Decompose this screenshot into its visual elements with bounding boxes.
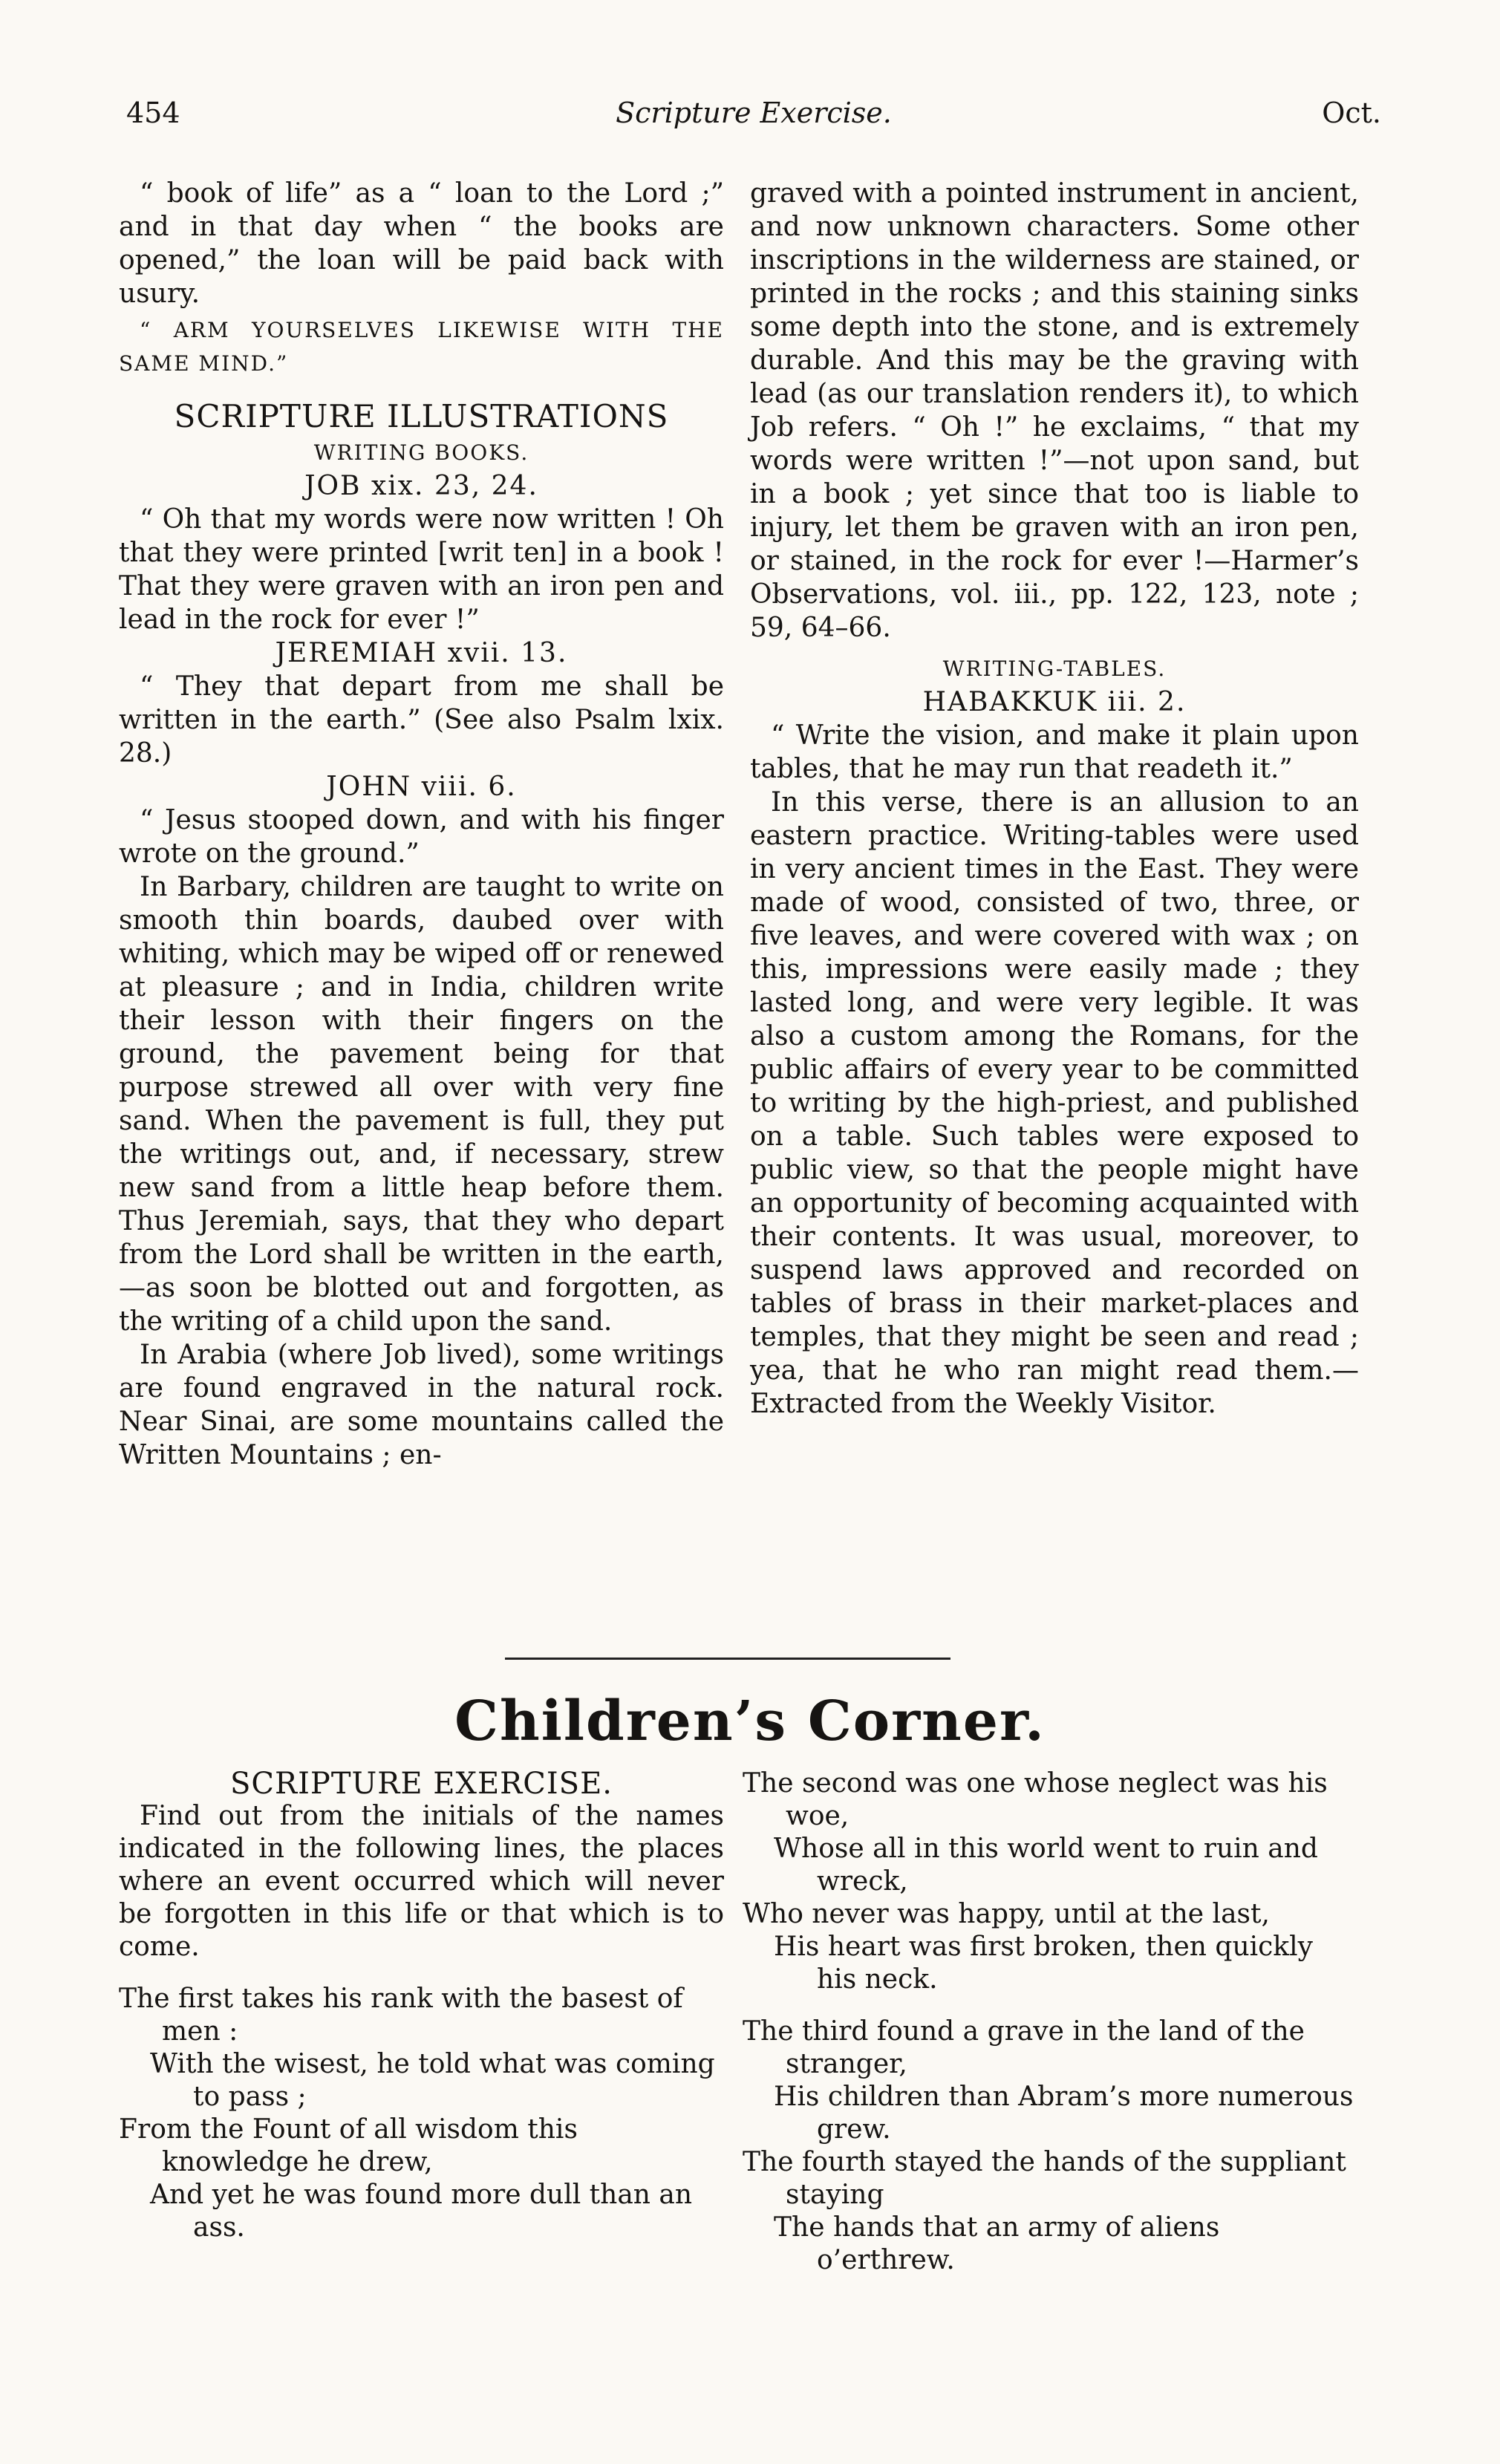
verse-line: The third found a grave in the land of the stranger, bbox=[743, 2016, 1305, 2079]
verse-line: The fourth stayed the hands of the suppliant staying bbox=[743, 2147, 1346, 2210]
left-column-top bbox=[119, 177, 724, 1472]
scripture-reference: JOB xix. 23, 24. bbox=[304, 471, 538, 501]
verse-line: From the Fount of all wisdom this knowledge he drew, bbox=[119, 2114, 578, 2177]
verse-line: The hands that an army of aliens o’erthrew. bbox=[774, 2212, 1220, 2275]
verse-line: With the wisest, he told what was coming to pass ; bbox=[150, 2049, 715, 2112]
scripture-quote: “ They that depart from me shall be written in the earth.” (See also Psalm lxix. 28.) bbox=[119, 671, 724, 769]
verse-line: The second was one whose neglect was his woe, bbox=[743, 1768, 1328, 1831]
scripture-quote: “ Oh that my words were now written ! Oh that they were printed [writ ten] in a book ! That they were graven with an iron pen and lead in the rock for ever !” bbox=[119, 504, 724, 635]
running-head bbox=[126, 97, 1381, 149]
scripture-quote: “ Jesus stooped down, and with his finger wrote on the ground.” bbox=[119, 805, 724, 869]
subheading-writing-tables: WRITING-TABLES. bbox=[942, 656, 1167, 681]
verse-line: Whose all in this world went to ruin and wreck, bbox=[774, 1834, 1318, 1897]
section-divider bbox=[505, 1658, 950, 1660]
running-title: Scripture Exercise. bbox=[616, 97, 892, 129]
page-number: 454 bbox=[126, 97, 180, 129]
scripture-reference: JOHN viii. 6. bbox=[326, 772, 517, 802]
paragraph: “ book of life” as a “ loan to the Lord ;” and in that day when “ the books are opened,” the loan will be paid back with usury. bbox=[119, 178, 724, 309]
right-column-top bbox=[750, 177, 1359, 1421]
scripture-quote: “ Write the vision, and make it plain upon tables, that he may run that readeth it.” bbox=[750, 720, 1359, 784]
paragraph: In Barbary, children are taught to write on smooth thin boards, daubed over with whiting, which may be wiped off or renewed at pleasure ; and in India, children write their lesson with their fingers on the ground, the pavement being for that purpose strewed all over with very fine sand. When the pavement is full, they put the writings out, and, if necessary, strew new sand from a little heap before them. Thus Jeremiah, says, that they who depart from the Lord shall be written in the earth,—as soon be blotted out and forgotten, as the writing of a child upon the sand. bbox=[119, 872, 724, 1337]
issue-month: Oct. bbox=[1322, 97, 1381, 129]
right-column-bottom bbox=[743, 1767, 1359, 2277]
verse-line: His children than Abram’s more numerous grew. bbox=[774, 2082, 1354, 2145]
subheading-writing-books: WRITING BOOKS. bbox=[313, 440, 529, 465]
motto: “ ARM YOURSELVES LIKEWISE WITH THE SAME MIND.” bbox=[119, 318, 724, 376]
left-column-bottom bbox=[119, 1767, 724, 2244]
childrens-corner-title: Children’s Corner. bbox=[454, 1689, 1046, 1753]
paragraph: In Arabia (where Job lived), some writings are found engraved in the natural rock. Near Sinai, are some mountains called the Written Mountains ; en- bbox=[119, 1340, 724, 1470]
verse-line: Who never was happy, until at the last, bbox=[743, 1899, 1270, 1929]
paragraph: graved with a pointed instrument in ancient, and now unknown characters. Some other inscriptions in the wilderness are stained, or printed in the rocks ; and this staining sinks some depth into the stone, and is extremely durable. And this may be the graving with lead (as our translation renders it), to which Job refers. “ Oh !” he exclaims, “ that my words were written !”—not upon sand, but in a book ; yet since that too is liable to injury, let them be graven with an iron pen, or stained, in the rock for ever !—Harmer’s Observations, vol. iii., pp. 122, 123, note ; 59, 64–66. bbox=[750, 178, 1359, 643]
scripture-reference: JEREMIAH xvii. 13. bbox=[275, 638, 568, 668]
verse-line: And yet he was found more dull than an ass. bbox=[150, 2180, 693, 2243]
scripture-reference: HABAKKUK iii. 2. bbox=[922, 687, 1187, 717]
verse-line: His heart was first broken, then quickly his neck. bbox=[774, 1932, 1313, 1995]
exercise-heading: SCRIPTURE EXERCISE. bbox=[230, 1767, 613, 1801]
exercise-intro: Find out from the initials of the names indicated in the following lines, the places where an event occurred which will never be forgotten in this life or that which is to come. bbox=[119, 1801, 724, 1962]
verse-line: The first takes his rank with the basest of men : bbox=[119, 1984, 683, 2047]
paragraph: In this verse, there is an allusion to an eastern practice. Writing-tables were used in very ancient times in the East. They were made of wood, consisted of two, three, or five leaves, and were covered with wax ; on this, impressions were easily made ; they lasted long, and were very legible. It was also a custom among the Romans, for the public affairs of every year to be committed to writing by the high-priest, and published on a table. Such tables were exposed to public view, so that the people might have an opportunity of becoming acquainted with their contents. It was usual, moreover, to suspend laws approved and recorded on tables of brass in their market-places and temples, that they might be seen and read ; yea, that he who ran might read them.—Extracted from the Weekly Visitor. bbox=[750, 787, 1359, 1419]
section-title: SCRIPTURE ILLUSTRATIONS bbox=[174, 398, 669, 434]
